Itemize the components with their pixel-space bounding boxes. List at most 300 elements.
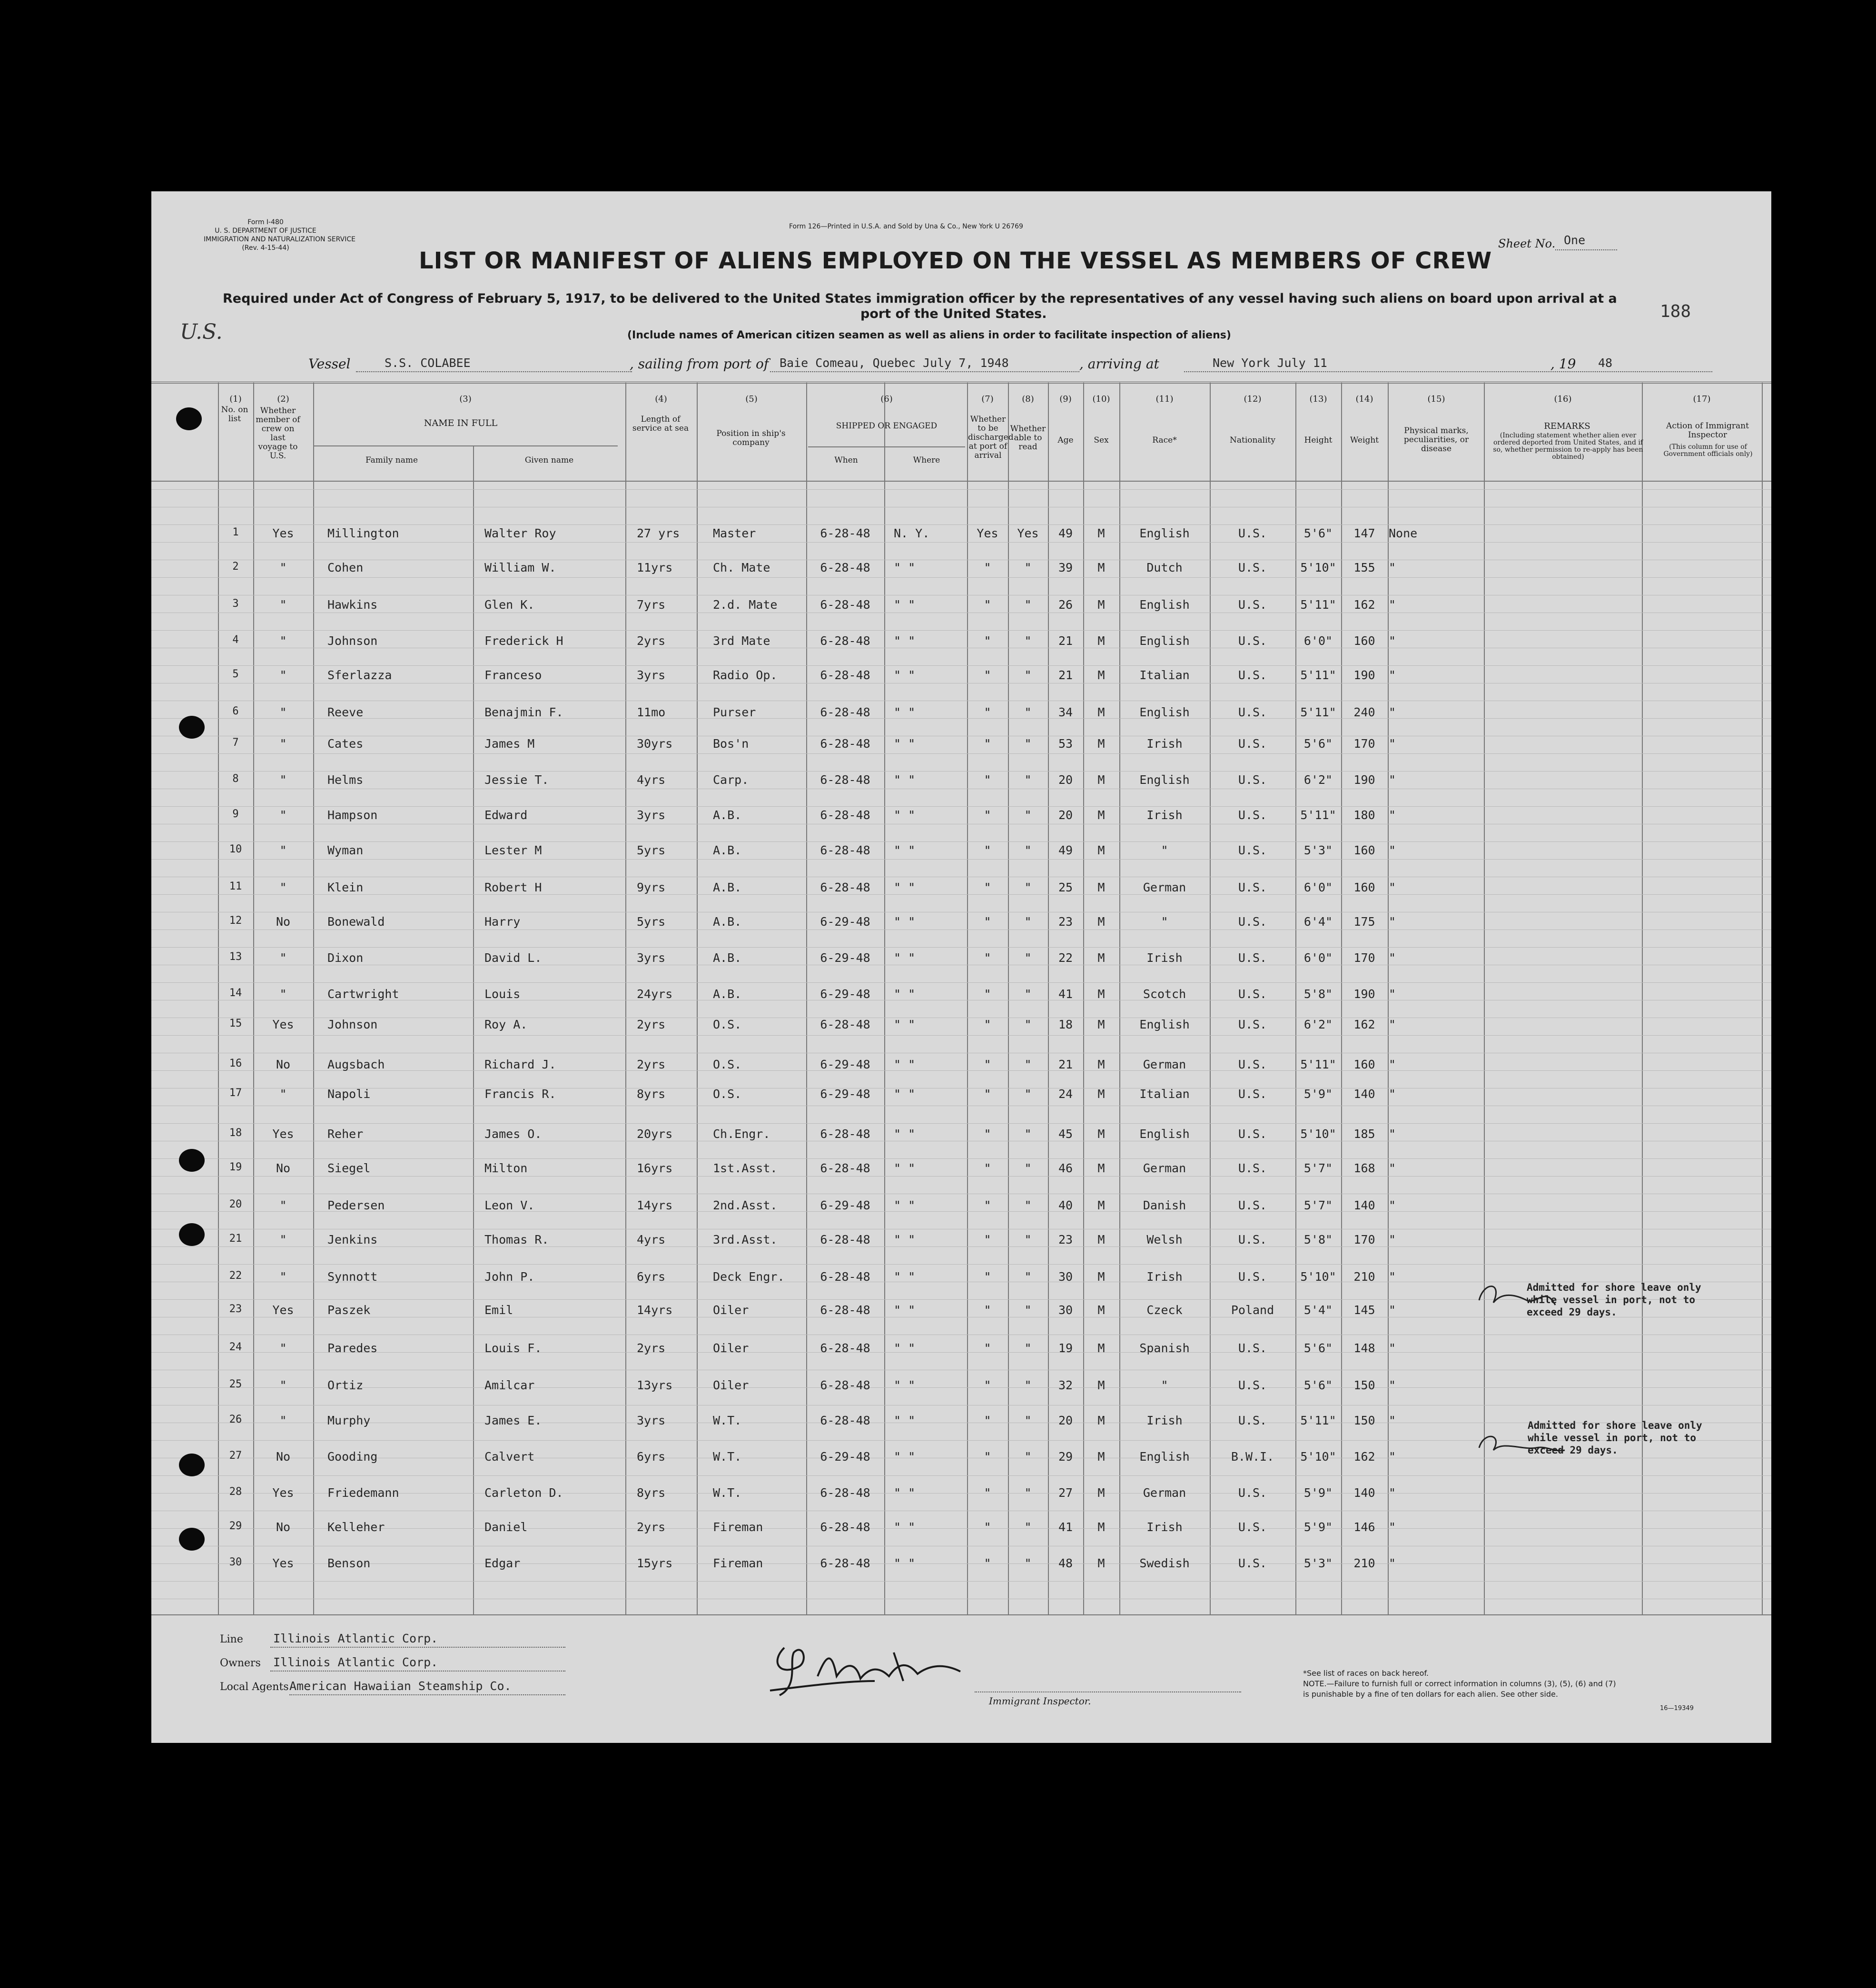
age: 34	[1058, 705, 1073, 719]
given-name: Louis	[484, 987, 521, 1001]
discharged: "	[984, 737, 991, 751]
family-name: Kelleher	[327, 1520, 385, 1534]
races-note: *See list of races on back hereof.	[1303, 1669, 1429, 1678]
discharged: "	[984, 843, 991, 857]
shipped-when: 6-28-48	[820, 880, 870, 894]
able-to-read: "	[1024, 843, 1032, 857]
race: Italian	[1139, 1087, 1190, 1101]
able-to-read: "	[1024, 1556, 1032, 1570]
weight: 210	[1353, 1556, 1375, 1570]
physical-marks: "	[1389, 1161, 1396, 1175]
discharged: "	[984, 915, 991, 929]
binder-hole	[179, 1149, 205, 1172]
row-number: 1	[232, 526, 239, 538]
agents-label: Local Agents	[220, 1681, 289, 1693]
shipped-when: 6-29-48	[820, 987, 870, 1001]
race: Swedish	[1139, 1556, 1190, 1570]
physical-marks: "	[1389, 705, 1396, 719]
length-of-service: 3yrs	[637, 1414, 666, 1427]
shipped-when: 6-29-48	[820, 1198, 870, 1212]
vessel-label: Vessel	[308, 356, 351, 372]
length-of-service: 20yrs	[637, 1127, 673, 1141]
sex: M	[1097, 1303, 1105, 1317]
member-last-voyage: Yes	[272, 1486, 294, 1500]
initials-signature-27	[1474, 1429, 1570, 1467]
discharged: "	[984, 705, 991, 719]
race: "	[1161, 915, 1168, 929]
physical-marks: "	[1389, 1303, 1396, 1317]
ledger-line	[151, 665, 1771, 666]
ship-position: W.T.	[713, 1486, 742, 1500]
table-top-rule	[151, 382, 1771, 384]
length-of-service: 7yrs	[637, 598, 666, 612]
shipped-where: " "	[894, 705, 916, 719]
nationality: U.S.	[1238, 1058, 1267, 1071]
length-of-service: 2yrs	[637, 634, 666, 648]
physical-marks: "	[1389, 598, 1396, 612]
column-number: (1)	[229, 394, 242, 404]
given-name: Francis R.	[484, 1087, 556, 1101]
weight: 160	[1353, 843, 1375, 857]
member-last-voyage: "	[279, 634, 287, 648]
ledger-line	[151, 630, 1771, 631]
family-name: Friedemann	[327, 1486, 399, 1500]
ship-position: O.S.	[713, 1087, 742, 1101]
weight: 170	[1353, 951, 1375, 965]
binder-hole	[179, 1528, 205, 1551]
family-name: Gooding	[327, 1450, 378, 1464]
family-name: Hampson	[327, 808, 378, 822]
column-number: (10)	[1092, 394, 1110, 404]
age: 41	[1058, 1520, 1073, 1534]
given-name: Robert H	[484, 880, 542, 894]
physical-marks: "	[1389, 1556, 1396, 1570]
shipped-where: " "	[894, 808, 916, 822]
age: 46	[1058, 1161, 1073, 1175]
length-of-service: 6yrs	[637, 1270, 666, 1284]
ledger-line	[151, 1176, 1771, 1177]
ship-position: Carp.	[713, 773, 749, 787]
sheet-label: Sheet No.	[1498, 237, 1556, 250]
shipped-when: 6-28-48	[820, 1270, 870, 1284]
member-last-voyage: "	[279, 705, 287, 719]
discharged: "	[984, 1058, 991, 1071]
owners-value: Illinois Atlantic Corp.	[273, 1655, 438, 1669]
shipped-when: 6-28-48	[820, 773, 870, 787]
member-last-voyage: No	[276, 1520, 291, 1534]
family-name: Jenkins	[327, 1233, 378, 1246]
nationality: U.S.	[1238, 737, 1267, 751]
shipped-when: 6-28-48	[820, 737, 870, 751]
age: 20	[1058, 1414, 1073, 1427]
family-name: Cohen	[327, 561, 364, 574]
shipped-where: " "	[894, 880, 916, 894]
page-title: LIST OR MANIFEST OF ALIENS EMPLOYED ON THE VESSEL AS MEMBERS OF CREW	[419, 247, 1492, 274]
weight: 146	[1353, 1520, 1375, 1534]
shipped-when: 6-28-48	[820, 1378, 870, 1392]
sex: M	[1097, 1198, 1105, 1212]
member-last-voyage: No	[276, 1450, 291, 1464]
ship-position: 3rd.Asst.	[713, 1233, 778, 1246]
able-to-read: "	[1024, 1087, 1032, 1101]
line-value: Illinois Atlantic Corp.	[273, 1632, 438, 1645]
shipped-where: " "	[894, 915, 916, 929]
sailing-port: Baie Comeau, Quebec July 7, 1948	[780, 356, 1009, 370]
weight: 175	[1353, 915, 1375, 929]
sex: M	[1097, 1378, 1105, 1392]
length-of-service: 3yrs	[637, 951, 666, 965]
physical-marks: "	[1389, 1378, 1396, 1392]
row-number: 7	[232, 737, 239, 749]
col-head-position: Position in ship's company	[716, 429, 786, 447]
sex: M	[1097, 598, 1105, 612]
race: Irish	[1146, 1270, 1183, 1284]
given-name: James O.	[484, 1127, 542, 1141]
sex: M	[1097, 1341, 1105, 1355]
shipped-when: 6-28-48	[820, 1303, 870, 1317]
col-head-read: Whether able to read	[1010, 424, 1046, 452]
family-name: Paredes	[327, 1341, 378, 1355]
discharged: "	[984, 598, 991, 612]
able-to-read: "	[1024, 1414, 1032, 1427]
weight: 240	[1353, 705, 1375, 719]
shipped-where: " "	[894, 1127, 916, 1141]
length-of-service: 15yrs	[637, 1556, 673, 1570]
discharged: "	[984, 1378, 991, 1392]
shipped-where: " "	[894, 1161, 916, 1175]
weight: 148	[1353, 1341, 1375, 1355]
able-to-read: "	[1024, 808, 1032, 822]
inspector-label: Immigrant Inspector.	[989, 1695, 1091, 1707]
ship-position: Ch.Engr.	[713, 1127, 770, 1141]
table-bottom-rule	[151, 1614, 1771, 1615]
length-of-service: 13yrs	[637, 1378, 673, 1392]
shipped-where: N. Y.	[894, 526, 930, 540]
col-head-weight: Weight	[1350, 435, 1379, 445]
nationality: Poland	[1231, 1303, 1274, 1317]
race: Welsh	[1146, 1233, 1183, 1246]
given-name: Milton	[484, 1161, 528, 1175]
length-of-service: 8yrs	[637, 1486, 666, 1500]
able-to-read: "	[1024, 773, 1032, 787]
given-name: Frederick H	[484, 634, 563, 648]
shipped-where: " "	[894, 1303, 916, 1317]
shipped-where: " "	[894, 1233, 916, 1246]
member-last-voyage: "	[279, 987, 287, 1001]
physical-marks: "	[1389, 1520, 1396, 1534]
physical-marks: "	[1389, 634, 1396, 648]
given-name: Carleton D.	[484, 1486, 563, 1500]
sex: M	[1097, 1018, 1105, 1031]
year-value: 48	[1598, 356, 1613, 370]
weight: 185	[1353, 1127, 1375, 1141]
height: 6'0"	[1303, 634, 1333, 648]
length-of-service: 3yrs	[637, 808, 666, 822]
height: 5'10"	[1300, 561, 1336, 574]
family-name: Bonewald	[327, 915, 385, 929]
col-head-service: Length of service at sea	[632, 415, 689, 433]
age: 41	[1058, 987, 1073, 1001]
sex: M	[1097, 1270, 1105, 1284]
able-to-read: "	[1024, 1018, 1032, 1031]
form-number: Form I-480	[247, 218, 284, 226]
length-of-service: 11yrs	[637, 561, 673, 574]
race: Czeck	[1146, 1303, 1183, 1317]
race: English	[1139, 526, 1190, 540]
row-number: 28	[229, 1486, 242, 1498]
discharged: "	[984, 773, 991, 787]
sex: M	[1097, 1414, 1105, 1427]
sex: M	[1097, 1520, 1105, 1534]
race: Scotch	[1143, 987, 1186, 1001]
nationality: U.S.	[1238, 561, 1267, 574]
shipped-when: 6-28-48	[820, 1127, 870, 1141]
height: 5'11"	[1300, 668, 1336, 682]
discharged: "	[984, 951, 991, 965]
discharged: "	[984, 1520, 991, 1534]
weight: 140	[1353, 1486, 1375, 1500]
name-column-divider	[473, 446, 474, 1614]
family-name: Johnson	[327, 1018, 378, 1031]
row-number: 23	[229, 1303, 242, 1315]
sex: M	[1097, 1486, 1105, 1500]
discharged: "	[984, 880, 991, 894]
owners-label: Owners	[220, 1657, 261, 1669]
race: Irish	[1146, 951, 1183, 965]
weight: 147	[1353, 526, 1375, 540]
initials-signature-23	[1474, 1276, 1560, 1319]
owners-underline	[270, 1671, 565, 1672]
shipped-where: " "	[894, 951, 916, 965]
sex: M	[1097, 1127, 1105, 1141]
family-name: Siegel	[327, 1161, 371, 1175]
able-to-read: "	[1024, 1378, 1032, 1392]
family-name: Augsbach	[327, 1058, 385, 1071]
nationality: U.S.	[1238, 1378, 1267, 1392]
family-name: Cates	[327, 737, 364, 751]
given-name: John P.	[484, 1270, 535, 1284]
shipped-when: 6-28-48	[820, 1018, 870, 1031]
agents-underline	[289, 1694, 565, 1695]
age: 23	[1058, 1233, 1073, 1246]
ship-position: Oiler	[713, 1303, 749, 1317]
family-name: Johnson	[327, 634, 378, 648]
ship-position: A.B.	[713, 951, 742, 965]
nationality: U.S.	[1238, 1486, 1267, 1500]
shipped-when: 6-28-48	[820, 526, 870, 540]
family-name: Reher	[327, 1127, 364, 1141]
member-last-voyage: Yes	[272, 526, 294, 540]
shipped-when: 6-29-48	[820, 1450, 870, 1464]
nationality: U.S.	[1238, 1520, 1267, 1534]
family-name: Ortiz	[327, 1378, 364, 1392]
discharged: "	[984, 1450, 991, 1464]
shipped-where: " "	[894, 1270, 916, 1284]
row-number: 12	[229, 915, 242, 927]
race: "	[1161, 843, 1168, 857]
revision-date: (Rev. 4-15-44)	[242, 244, 289, 252]
able-to-read: "	[1024, 1198, 1032, 1212]
nationality: U.S.	[1238, 987, 1267, 1001]
shipped-where: " "	[894, 1414, 916, 1427]
shipped-when: 6-28-48	[820, 1414, 870, 1427]
age: 27	[1058, 1486, 1073, 1500]
height: 5'3"	[1303, 1556, 1333, 1570]
subtitle-line1: Required under Act of Congress of February 5, 1917, to be delivered to the United States immigration officer by the representatives of any vessel having such aliens on board upon arrival at a	[223, 291, 1617, 306]
column-number: (11)	[1155, 394, 1174, 404]
service-name: IMMIGRATION AND NATURALIZATION SERVICE	[204, 236, 355, 243]
sex: M	[1097, 668, 1105, 682]
manifest-page	[151, 191, 1771, 1743]
shipped-when: 6-28-48	[820, 843, 870, 857]
physical-marks: "	[1389, 737, 1396, 751]
physical-marks: "	[1389, 773, 1396, 787]
length-of-service: 9yrs	[637, 880, 666, 894]
row-number: 18	[229, 1127, 242, 1139]
subtitle-note: (Include names of American citizen seamen as well as aliens in order to facilitate inspection of aliens)	[627, 329, 1231, 341]
row-number: 14	[229, 987, 242, 999]
shipped-where: " "	[894, 1450, 916, 1464]
discharged: "	[984, 561, 991, 574]
column-number: (3)	[459, 394, 472, 404]
ship-position: 1st.Asst.	[713, 1161, 778, 1175]
col-head-member: Whether member of crew on last voyage to U.S.	[256, 406, 300, 461]
year-label: , 19	[1550, 356, 1576, 372]
ship-position: Ch. Mate	[713, 561, 770, 574]
length-of-service: 5yrs	[637, 915, 666, 929]
remark-27-line2: while vessel in port, not to	[1528, 1432, 1697, 1444]
physical-marks: "	[1389, 843, 1396, 857]
row-number: 4	[232, 634, 239, 646]
family-name: Reeve	[327, 705, 364, 719]
sex: M	[1097, 737, 1105, 751]
member-last-voyage: "	[279, 843, 287, 857]
ship-position: Oiler	[713, 1378, 749, 1392]
ledger-line	[151, 1035, 1771, 1036]
member-last-voyage: "	[279, 1378, 287, 1392]
given-name: Thomas R.	[484, 1233, 549, 1246]
race: German	[1143, 1161, 1186, 1175]
age: 40	[1058, 1198, 1073, 1212]
ledger-line	[151, 577, 1771, 578]
family-name: Paszek	[327, 1303, 371, 1317]
physical-marks: "	[1389, 1341, 1396, 1355]
height: 5'11"	[1300, 705, 1336, 719]
race: Spanish	[1139, 1341, 1190, 1355]
sex: M	[1097, 561, 1105, 574]
race: Danish	[1143, 1198, 1186, 1212]
length-of-service: 2yrs	[637, 1058, 666, 1071]
form-header-block	[204, 218, 355, 252]
row-number: 26	[229, 1414, 242, 1425]
sex: M	[1097, 987, 1105, 1001]
discharged: "	[984, 808, 991, 822]
sheet-number: One	[1564, 233, 1586, 247]
race: Italian	[1139, 668, 1190, 682]
weight: 162	[1353, 1450, 1375, 1464]
margin-note: U.S.	[180, 320, 223, 344]
given-name: David L.	[484, 951, 542, 965]
age: 25	[1058, 880, 1073, 894]
row-number: 17	[229, 1087, 242, 1099]
remark-23-line1: Admitted for shore leave only	[1527, 1282, 1701, 1293]
family-name: Klein	[327, 880, 364, 894]
member-last-voyage: "	[279, 598, 287, 612]
shipped-when: 6-28-48	[820, 1341, 870, 1355]
able-to-read: "	[1024, 598, 1032, 612]
family-name: Hawkins	[327, 598, 378, 612]
shipped-where: " "	[894, 773, 916, 787]
col-head-remarks-note: (Including statement whether alien ever ordered deported from United States, and if so, whether permission to re-apply has been obtained)	[1493, 432, 1643, 461]
ledger-line	[151, 524, 1771, 525]
ledger-line	[151, 947, 1771, 948]
ship-position: Fireman	[713, 1520, 763, 1534]
ledger-line	[151, 1264, 1771, 1265]
age: 21	[1058, 1058, 1073, 1071]
shipped-where: " "	[894, 1058, 916, 1071]
nationality: U.S.	[1238, 598, 1267, 612]
weight: 140	[1353, 1087, 1375, 1101]
col-head-given: Given name	[524, 455, 574, 465]
age: 20	[1058, 773, 1073, 787]
race: English	[1139, 598, 1190, 612]
member-last-voyage: Yes	[272, 1127, 294, 1141]
column-number: (5)	[745, 394, 758, 404]
discharged: "	[984, 1556, 991, 1570]
row-number: 25	[229, 1378, 242, 1390]
given-name: Benajmin F.	[484, 705, 563, 719]
arriving-label: , arriving at	[1079, 356, 1159, 372]
given-name: Calvert	[484, 1450, 535, 1464]
nationality: U.S.	[1238, 1233, 1267, 1246]
sex: M	[1097, 843, 1105, 857]
given-name: Edward	[484, 808, 528, 822]
able-to-read: "	[1024, 1303, 1032, 1317]
discharged: "	[984, 668, 991, 682]
ship-position: O.S.	[713, 1058, 742, 1071]
height: 5'7"	[1303, 1198, 1333, 1212]
race: Irish	[1146, 1520, 1183, 1534]
weight: 140	[1353, 1198, 1375, 1212]
age: 19	[1058, 1341, 1073, 1355]
ledger-line	[151, 1581, 1771, 1582]
given-name: Glen K.	[484, 598, 535, 612]
weight: 190	[1353, 773, 1375, 787]
member-last-voyage: "	[279, 1341, 287, 1355]
age: 26	[1058, 598, 1073, 612]
given-name: Richard J.	[484, 1058, 556, 1071]
given-name: Jessie T.	[484, 773, 549, 787]
ship-position: Master	[713, 526, 756, 540]
ship-position: O.S.	[713, 1018, 742, 1031]
col-head-no: No. on list	[221, 405, 248, 424]
physical-marks: "	[1389, 1127, 1396, 1141]
height: 6'4"	[1303, 915, 1333, 929]
inspector-signature	[751, 1633, 998, 1705]
discharged: "	[984, 1486, 991, 1500]
column-number: (13)	[1309, 394, 1327, 404]
race: "	[1161, 1378, 1168, 1392]
sex: M	[1097, 1556, 1105, 1570]
family-name: Benson	[327, 1556, 371, 1570]
ledger-line	[151, 1158, 1771, 1159]
member-last-voyage: "	[279, 808, 287, 822]
remark-27-line1: Admitted for shore leave only	[1528, 1420, 1702, 1431]
age: 39	[1058, 561, 1073, 574]
column-number: (7)	[981, 394, 994, 404]
given-name: James M	[484, 737, 535, 751]
ledger-line	[151, 1246, 1771, 1247]
